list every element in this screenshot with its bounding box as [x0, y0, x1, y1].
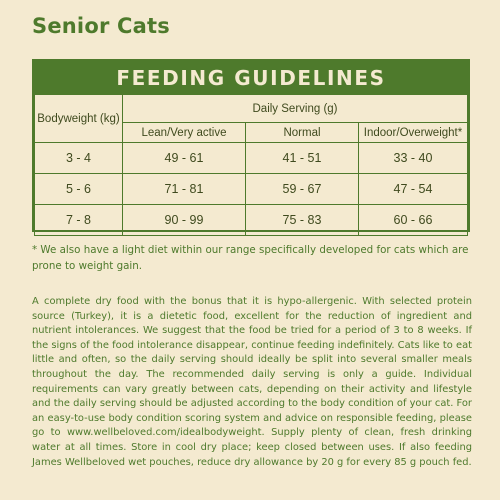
indoor-cell: 33 - 40: [359, 143, 468, 174]
table-heading: FEEDING GUIDELINES: [34, 61, 468, 94]
table-row: [35, 143, 468, 174]
weight-cell: 3 - 4: [35, 143, 123, 174]
normal-cell: 59 - 67: [246, 174, 359, 205]
indoor-cell: 60 - 66: [359, 205, 468, 236]
lean-cell: 90 - 99: [123, 205, 246, 236]
lean-cell: 49 - 61: [123, 143, 246, 174]
product-description: A complete dry food with the bonus that it is hypo-allergenic. With selected protein source (Turkey), it is a dietetic food, excellent for the reduction of ingredient and nutrient intolerances. We suggest that the food be tried for a period of 3 to 8 weeks. If the signs of the food intolerance disappear, continue feeding indefinitely. Cats like to eat little and often, so the daily serving should ideally be split into several smaller meals throughout the day. The recommended daily serving is only a guide. Individual requirements can vary greatly between cats, depending on their activity and lifestyle and the daily serving should be adjusted according to the body condition of your cat. For an easy-to-use body condition scoring system and advice on responsible feeding, please go to www.wellbeloved.com/idealbodyweight. Supply plenty of clean, fresh drinking water at all times. Store in cool dry place; keep closed between uses. If also feeding James Wellbeloved wet pouches, reduce dry allowance by 20 g for every 85 g pouch fed.: [32, 296, 472, 468]
daily-serving-header: Daily Serving (g): [123, 95, 468, 123]
column-header-lean: Lean/Very active: [123, 123, 246, 143]
column-header-normal: Normal: [246, 123, 359, 143]
weight-cell: 7 - 8: [35, 205, 123, 236]
light-diet-footnote: * We also have a light diet within our range specifically developed for cats which are prone to weight gain.: [32, 244, 469, 272]
page-title: Senior Cats: [32, 14, 170, 38]
table-row: [35, 205, 468, 236]
lean-cell: 71 - 81: [123, 174, 246, 205]
column-header-indoor: Indoor/Overweight*: [359, 123, 468, 143]
feeding-guidelines-table: [32, 59, 470, 232]
normal-cell: 75 - 83: [246, 205, 359, 236]
table-row: [35, 174, 468, 205]
weight-cell: 5 - 6: [35, 174, 123, 205]
feeding-table: [34, 94, 468, 236]
bodyweight-header: Bodyweight (kg): [35, 95, 123, 143]
indoor-cell: 47 - 54: [359, 174, 468, 205]
normal-cell: 41 - 51: [246, 143, 359, 174]
